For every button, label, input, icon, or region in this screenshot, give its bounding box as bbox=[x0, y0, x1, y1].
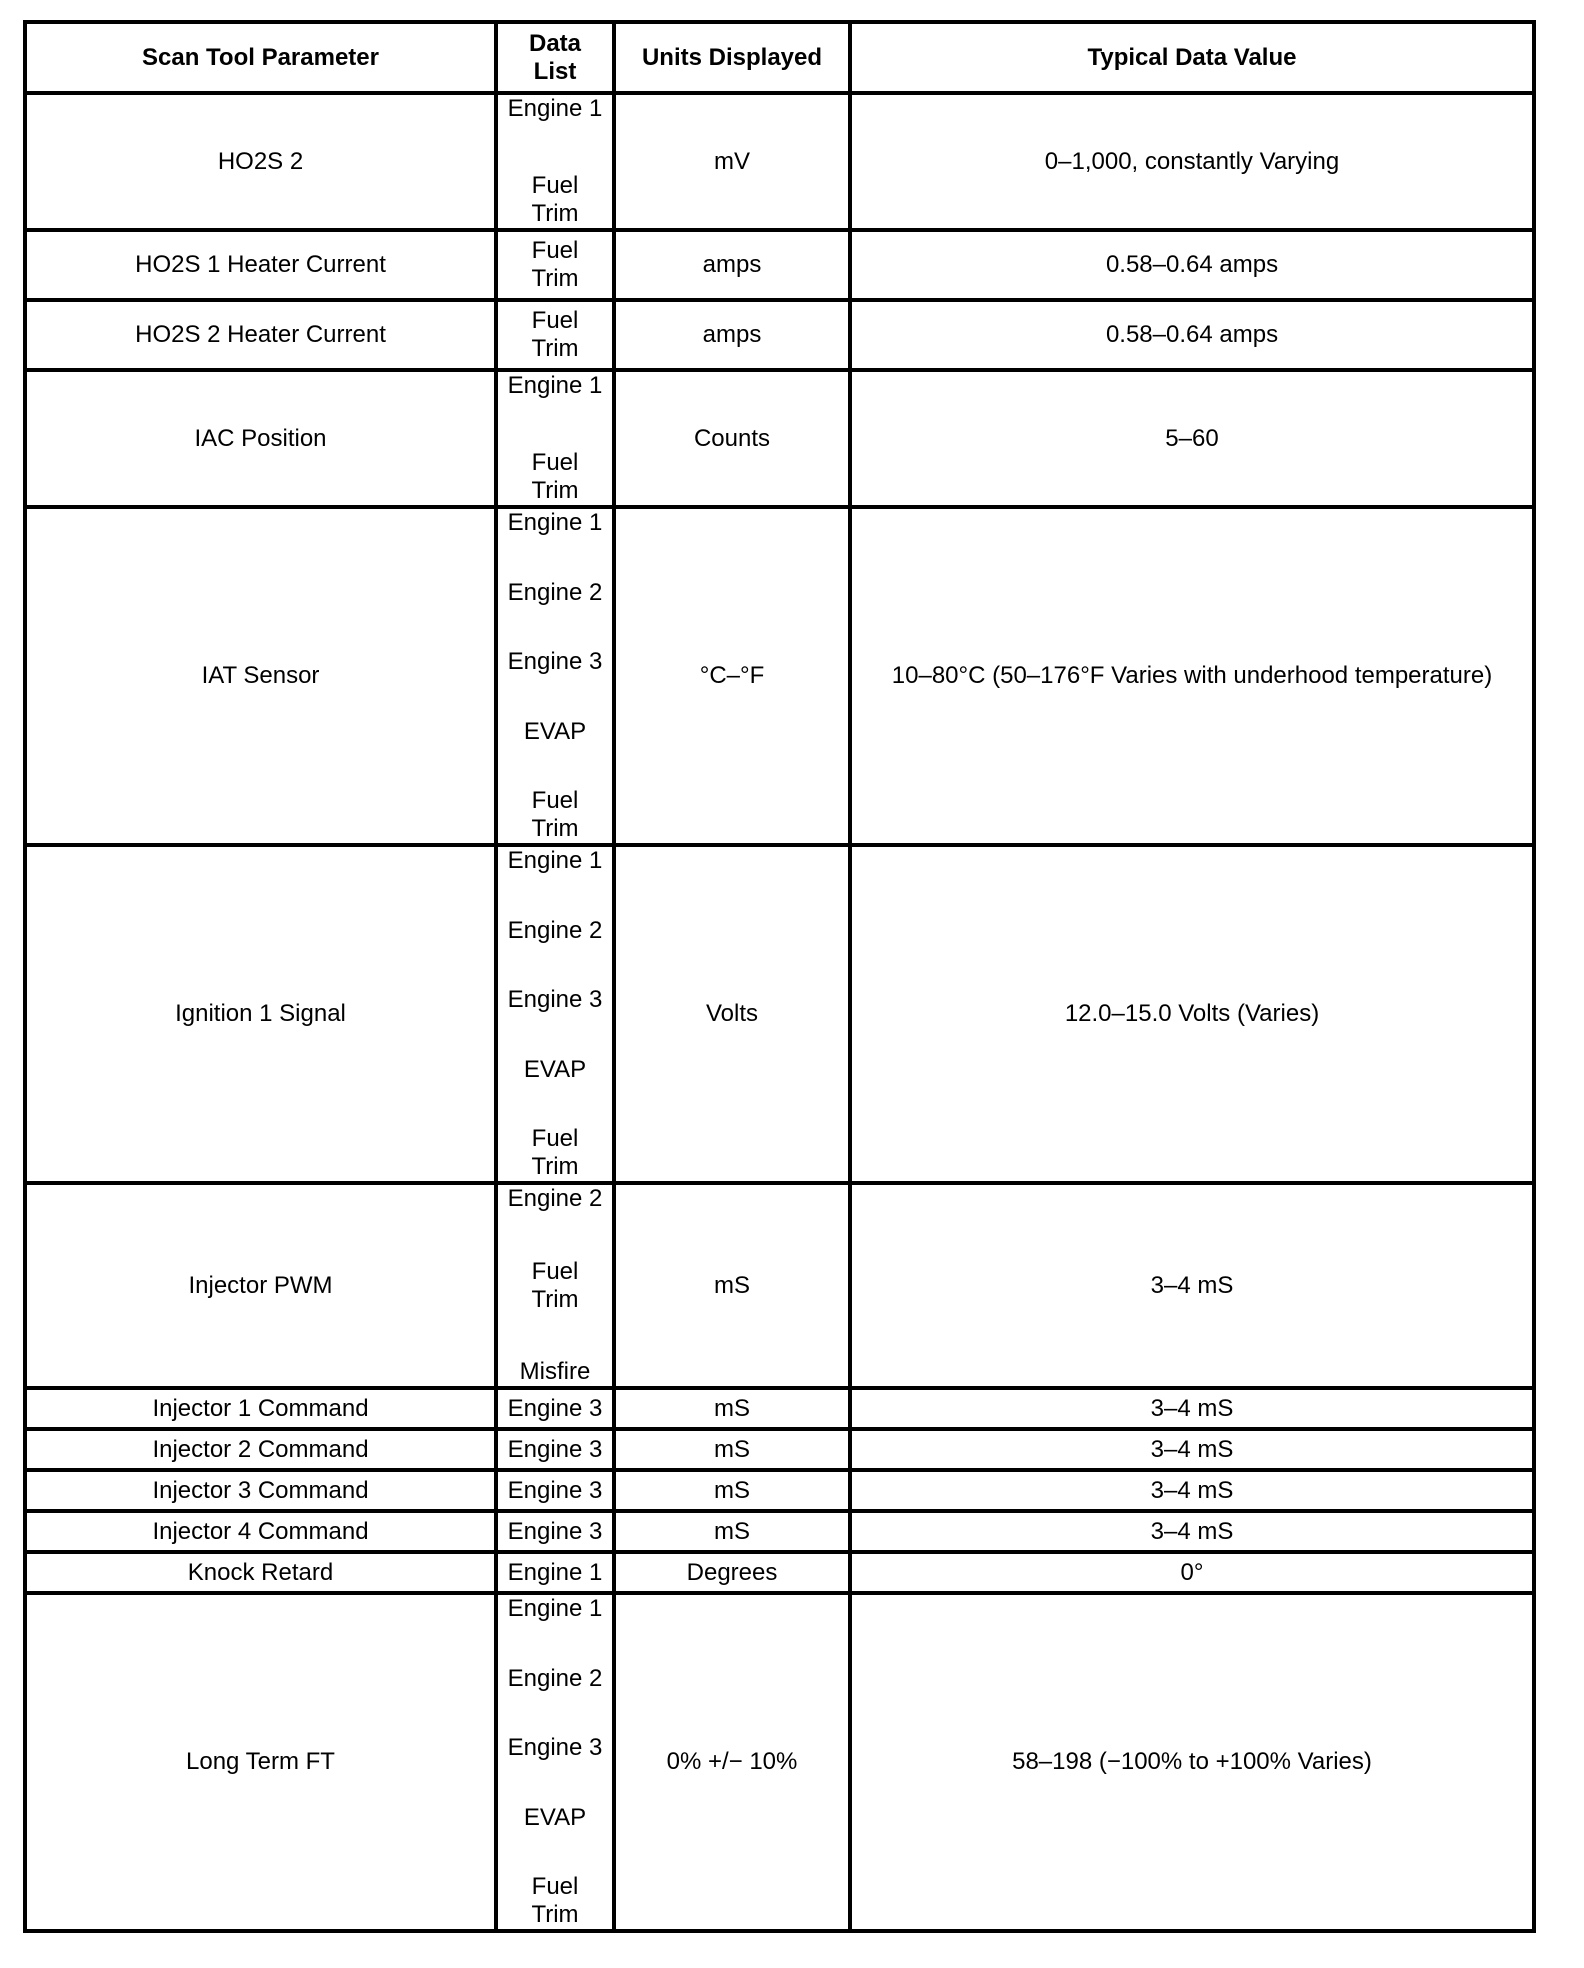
table-row bbox=[25, 1388, 1534, 1429]
typical-value-cell: 5–60 bbox=[850, 370, 1534, 507]
table-row bbox=[25, 370, 1534, 507]
parameter-cell: Injector PWM bbox=[25, 1183, 496, 1388]
units-cell: mS bbox=[614, 1429, 850, 1470]
units-cell: Counts bbox=[614, 370, 850, 507]
data-list-item: Engine 3 bbox=[507, 986, 603, 1013]
typical-value-cell: 0.58–0.64 amps bbox=[850, 300, 1534, 370]
table-row bbox=[25, 507, 1534, 845]
table-row bbox=[25, 230, 1534, 300]
data-list-item: Engine 3 bbox=[507, 648, 603, 675]
table-row bbox=[25, 845, 1534, 1183]
scan-tool-data-table bbox=[23, 20, 1536, 1933]
header-units-displayed: Units Displayed bbox=[614, 22, 850, 93]
data-list-item: Fuel Trim bbox=[531, 1125, 579, 1180]
table-row bbox=[25, 93, 1534, 230]
table-row bbox=[25, 1552, 1534, 1593]
parameter-cell: Injector 4 Command bbox=[25, 1511, 496, 1552]
data-list-stack bbox=[502, 1185, 608, 1386]
data-list-cell bbox=[496, 1593, 614, 1931]
data-list-item: Engine 2 bbox=[507, 1664, 603, 1692]
typical-value-cell: 3–4 mS bbox=[850, 1470, 1534, 1511]
typical-value-cell: 3–4 mS bbox=[850, 1388, 1534, 1429]
data-list-item: Engine 1 bbox=[507, 847, 603, 874]
data-list-stack bbox=[502, 1472, 608, 1509]
data-list-stack bbox=[502, 1390, 608, 1427]
table-row bbox=[25, 1593, 1534, 1931]
units-cell: Degrees bbox=[614, 1552, 850, 1593]
units-cell: °C–°F bbox=[614, 507, 850, 845]
data-list-cell bbox=[496, 1511, 614, 1552]
header-row bbox=[25, 22, 1534, 93]
table-row bbox=[25, 300, 1534, 370]
data-list-cell bbox=[496, 300, 614, 370]
parameter-cell: Ignition 1 Signal bbox=[25, 845, 496, 1183]
parameter-cell: IAC Position bbox=[25, 370, 496, 507]
data-list-item: Engine 1 bbox=[507, 1595, 603, 1622]
typical-value-cell: 3–4 mS bbox=[850, 1429, 1534, 1470]
data-list-item: Engine 3 bbox=[507, 1517, 603, 1545]
header-data-list bbox=[496, 22, 614, 93]
units-cell: mS bbox=[614, 1388, 850, 1429]
units-cell: mS bbox=[614, 1511, 850, 1552]
parameter-cell: Knock Retard bbox=[25, 1552, 496, 1593]
data-list-cell bbox=[496, 370, 614, 507]
data-list-item: Engine 1 bbox=[507, 1558, 603, 1586]
data-list-item: Engine 3 bbox=[507, 1435, 603, 1463]
data-list-item: Fuel Trim bbox=[531, 307, 579, 362]
parameter-cell: Long Term FT bbox=[25, 1593, 496, 1931]
header-typical-data-value: Typical Data Value bbox=[850, 22, 1534, 93]
parameter-cell: Injector 2 Command bbox=[25, 1429, 496, 1470]
data-list-cell bbox=[496, 1183, 614, 1388]
parameter-cell: Injector 3 Command bbox=[25, 1470, 496, 1511]
table-row bbox=[25, 1183, 1534, 1388]
table-body bbox=[25, 93, 1534, 1931]
header-scan-tool-parameter: Scan Tool Parameter bbox=[25, 22, 496, 93]
table-row bbox=[25, 1470, 1534, 1511]
data-list-stack bbox=[502, 1513, 608, 1550]
data-list-item: Fuel Trim bbox=[531, 237, 579, 292]
data-list-cell bbox=[496, 230, 614, 300]
data-list-cell bbox=[496, 1470, 614, 1511]
parameter-cell: HO2S 1 Heater Current bbox=[25, 230, 496, 300]
data-list-item: EVAP bbox=[523, 1803, 587, 1831]
units-cell: mS bbox=[614, 1470, 850, 1511]
typical-value-cell: 0.58–0.64 amps bbox=[850, 230, 1534, 300]
typical-value-cell: 0° bbox=[850, 1552, 1534, 1593]
data-list-cell bbox=[496, 93, 614, 230]
data-list-cell bbox=[496, 1429, 614, 1470]
parameter-cell: HO2S 2 bbox=[25, 93, 496, 230]
typical-value-cell: 58–198 (−100% to +100% Varies) bbox=[850, 1593, 1534, 1931]
units-cell: mV bbox=[614, 93, 850, 230]
data-list-stack bbox=[502, 1595, 608, 1929]
typical-value-cell: 3–4 mS bbox=[850, 1511, 1534, 1552]
data-list-item: Engine 3 bbox=[507, 1394, 603, 1422]
data-list-item: Engine 2 bbox=[507, 916, 603, 944]
data-list-item: Engine 1 bbox=[507, 509, 603, 536]
data-list-item: Fuel Trim bbox=[531, 1257, 579, 1313]
units-cell: amps bbox=[614, 300, 850, 370]
typical-value-cell: 10–80°C (50–176°F Varies with underhood temperature) bbox=[850, 507, 1534, 845]
data-list-item: EVAP bbox=[523, 1055, 587, 1083]
units-cell: mS bbox=[614, 1183, 850, 1388]
data-list-stack bbox=[502, 302, 608, 368]
data-list-item: Engine 2 bbox=[507, 578, 603, 606]
data-list-cell bbox=[496, 1388, 614, 1429]
header-data-list-text: Data List bbox=[528, 29, 582, 85]
units-cell: 0% +/− 10% bbox=[614, 1593, 850, 1931]
data-list-stack bbox=[502, 1431, 608, 1468]
data-list-stack bbox=[502, 509, 608, 843]
data-list-item: Engine 3 bbox=[507, 1734, 603, 1761]
data-list-cell bbox=[496, 507, 614, 845]
table-row bbox=[25, 1511, 1534, 1552]
data-list-stack bbox=[502, 232, 608, 298]
data-list-item: EVAP bbox=[523, 717, 587, 745]
data-list-item: Fuel Trim bbox=[531, 172, 579, 227]
data-list-item: Fuel Trim bbox=[531, 787, 579, 842]
parameter-cell: HO2S 2 Heater Current bbox=[25, 300, 496, 370]
data-list-item: Engine 1 bbox=[507, 95, 603, 122]
data-list-cell bbox=[496, 1552, 614, 1593]
parameter-cell: Injector 1 Command bbox=[25, 1388, 496, 1429]
typical-value-cell: 12.0–15.0 Volts (Varies) bbox=[850, 845, 1534, 1183]
data-list-item: Engine 3 bbox=[507, 1476, 603, 1504]
data-list-cell bbox=[496, 845, 614, 1183]
data-list-item: Fuel Trim bbox=[531, 1873, 579, 1928]
data-list-item: Fuel Trim bbox=[531, 449, 579, 504]
data-list-stack bbox=[502, 1554, 608, 1591]
units-cell: amps bbox=[614, 230, 850, 300]
data-list-stack bbox=[502, 847, 608, 1181]
data-list-stack bbox=[502, 372, 608, 505]
data-list-stack bbox=[502, 95, 608, 228]
parameter-cell: IAT Sensor bbox=[25, 507, 496, 845]
typical-value-cell: 3–4 mS bbox=[850, 1183, 1534, 1388]
data-list-item: Engine 1 bbox=[507, 372, 603, 399]
data-list-item: Engine 2 bbox=[507, 1185, 603, 1212]
units-cell: Volts bbox=[614, 845, 850, 1183]
typical-value-cell: 0–1,000, constantly Varying bbox=[850, 93, 1534, 230]
data-list-item: Misfire bbox=[519, 1358, 591, 1385]
table-row bbox=[25, 1429, 1534, 1470]
